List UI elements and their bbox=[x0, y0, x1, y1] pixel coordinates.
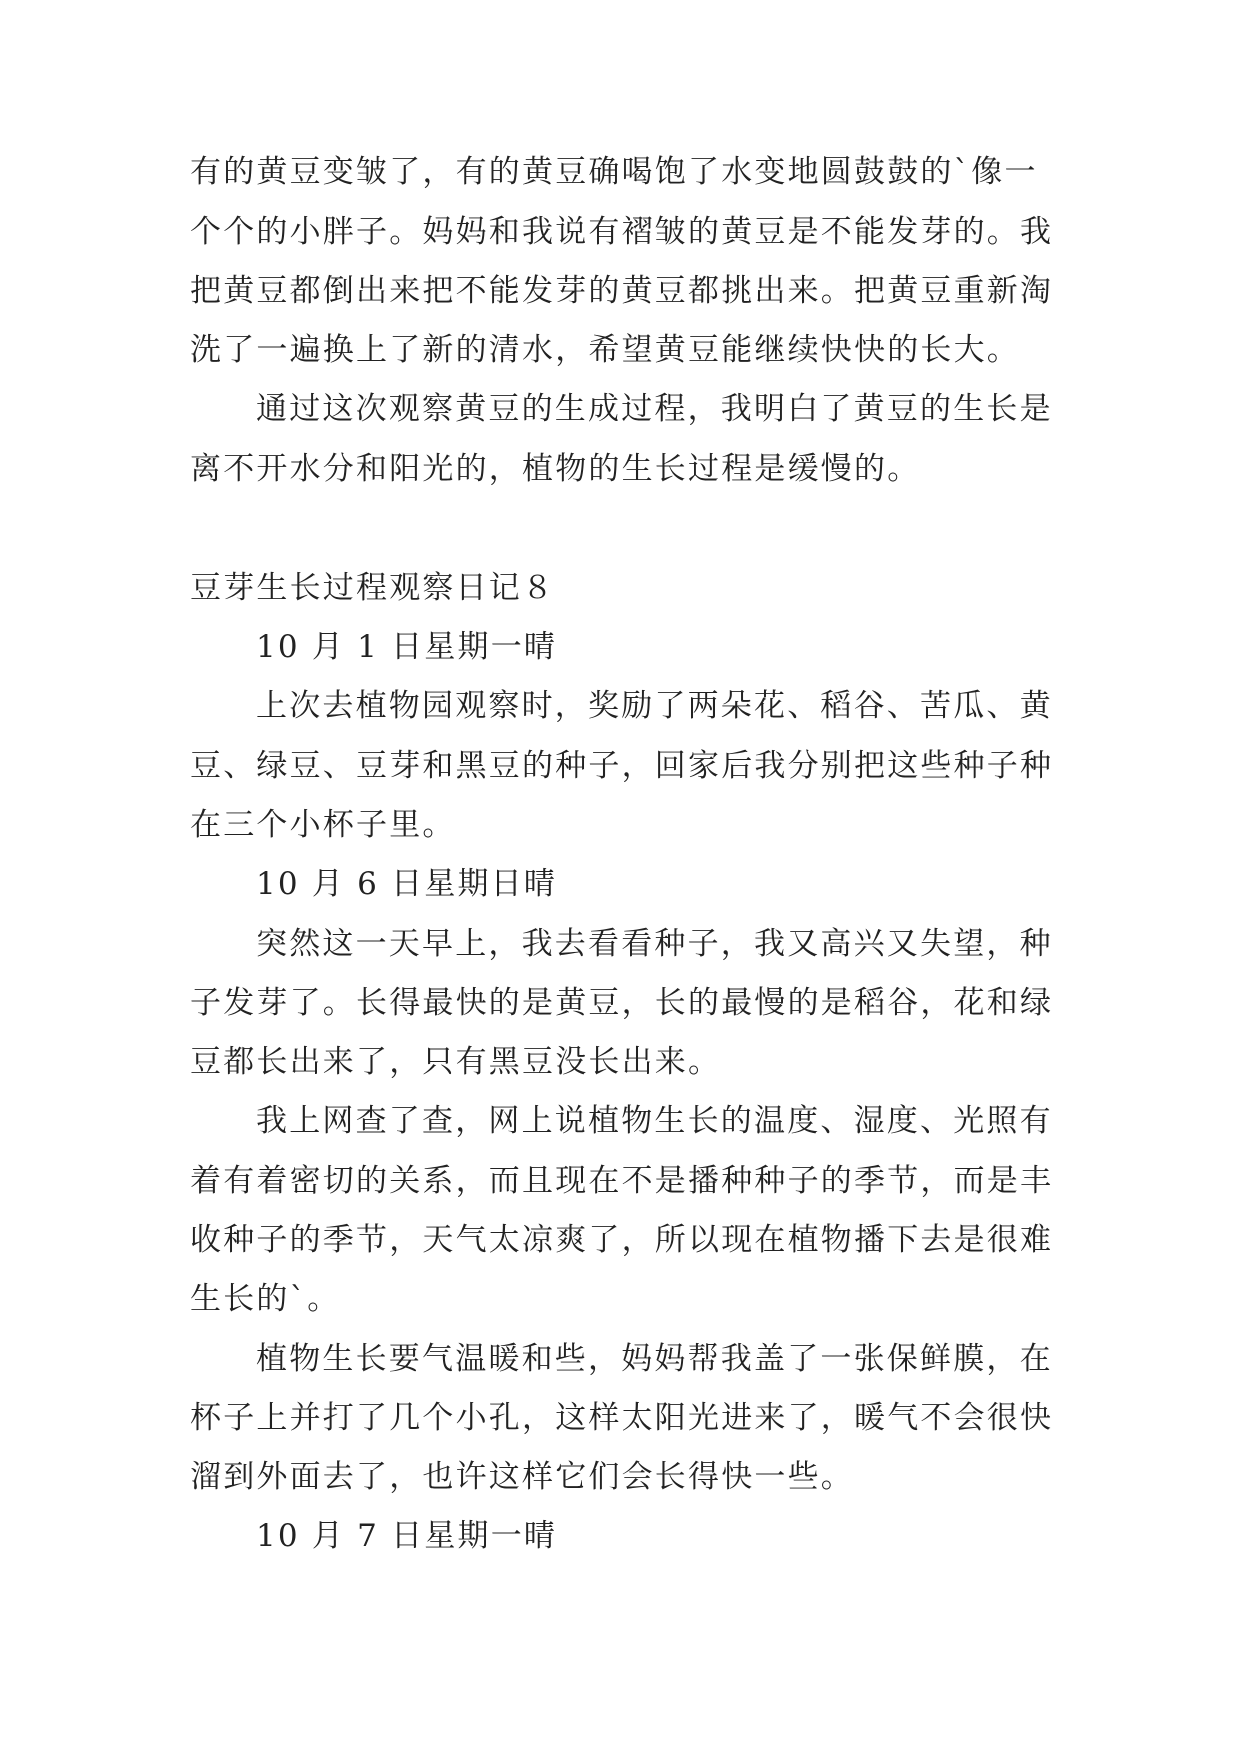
section-title: 豆芽生长过程观察日记８ bbox=[190, 570, 556, 606]
paragraph-line: 杯子上并打了几个小孔，这样太阳光进来了，暖气不会很快 bbox=[190, 1400, 1054, 1436]
paragraph-line: 洗了一遍换上了新的清水，希望黄豆能继续快快的长大。 bbox=[190, 332, 1020, 368]
paragraph-line: 着有着密切的关系，而且现在不是播种种子的季节，而是丰 bbox=[190, 1163, 1054, 1199]
diary-date: 10 月 7 日星期一晴 bbox=[256, 1518, 558, 1554]
paragraph-line: 生长的`。 bbox=[190, 1281, 341, 1317]
paragraph-line: 个个的小胖子。妈妈和我说有褶皱的黄豆是不能发芽的。我 bbox=[190, 214, 1054, 250]
paragraph-line: 把黄豆都倒出来把不能发芽的黄豆都挑出来。把黄豆重新淘 bbox=[190, 273, 1054, 309]
paragraph-line: 豆都长出来了，只有黑豆没长出来。 bbox=[190, 1044, 722, 1080]
diary-date: 10 月 1 日星期一晴 bbox=[256, 629, 558, 665]
paragraph-line: 我上网查了查，网上说植物生长的温度、湿度、光照有 bbox=[256, 1103, 1053, 1139]
paragraph-line: 通过这次观察黄豆的生成过程，我明白了黄豆的生长是 bbox=[256, 391, 1053, 427]
diary-date: 10 月 6 日星期日晴 bbox=[256, 866, 558, 902]
paragraph-line: 豆、绿豆、豆芽和黑豆的种子，回家后我分别把这些种子种 bbox=[190, 748, 1054, 784]
paragraph-line: 上次去植物园观察时，奖励了两朵花、稻谷、苦瓜、黄 bbox=[256, 688, 1053, 724]
paragraph-line: 子发芽了。长得最快的是黄豆，长的最慢的是稻谷，花和绿 bbox=[190, 985, 1054, 1021]
paragraph-line: 突然这一天早上，我去看看种子，我又高兴又失望，种 bbox=[256, 926, 1053, 962]
paragraph-line: 有的黄豆变皱了，有的黄豆确喝饱了水变地圆鼓鼓的`像一 bbox=[190, 154, 1038, 190]
paragraph-line: 溜到外面去了，也许这样它们会长得快一些。 bbox=[190, 1459, 854, 1495]
paragraph-line: 收种子的季节，天气太凉爽了，所以现在植物播下去是很难 bbox=[190, 1222, 1054, 1258]
paragraph-line: 离不开水分和阳光的，植物的生长过程是缓慢的。 bbox=[190, 451, 921, 487]
paragraph-line: 在三个小杯子里。 bbox=[190, 807, 456, 843]
paragraph-line: 植物生长要气温暖和些，妈妈帮我盖了一张保鲜膜，在 bbox=[256, 1341, 1053, 1377]
